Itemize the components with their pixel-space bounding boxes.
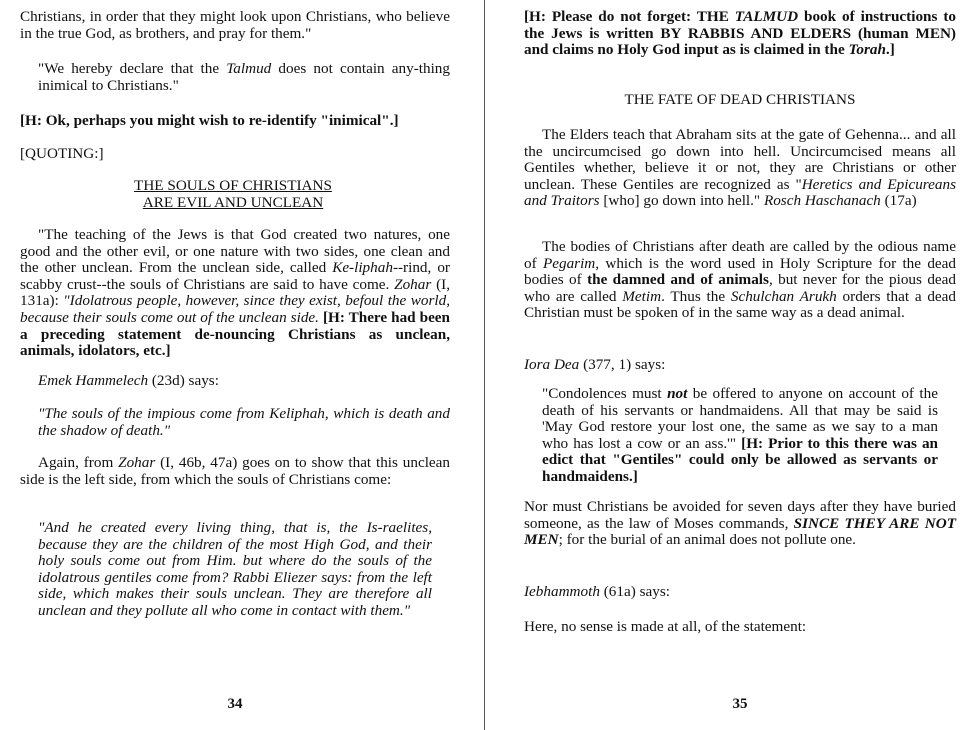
paragraph: Emek Hammelech (23d) says:: [38, 372, 219, 389]
page-34: [20, 0, 450, 730]
paragraph: The Elders teach that Abraham sits at the gate of Gehenna... and all the uncircumcised go down into hell. Uncircumcised means all Gentiles whether, believe it or not, they are Christians or other unclean. These Gentiles are recognized as "Heretics and Epicureans and Traitors [who] go down into hell." Rosch Haschanach (17a): [524, 126, 956, 210]
paragraph: "The souls of the impious come from Keliphah, which is death and the shadow of death.": [38, 405, 450, 439]
section-heading: THE FATE OF DEAD CHRISTIANS: [624, 91, 856, 108]
paragraph: Again, from Zohar (I, 46b, 47a) goes on to show that this unclean side is the left side, from which the souls of Christians come:: [20, 454, 450, 488]
paragraph: "We hereby declare that the Talmud does not contain any-thing inimical to Christians.": [38, 60, 450, 94]
block-quote: "Condolences must not be offered to anyone on account of the death of his servants or handmaidens. All that may be said is 'May God restore your lost one, the same as we say to a man who has lost a cow or an ass.'" [H: Prior to this there was an edict that "Gentiles" could only be allowed as servants or handmaidens.]: [542, 385, 938, 485]
paragraph: Iora Dea (377, 1) says:: [524, 356, 666, 373]
paragraph: The bodies of Christians after death are called by the odious name of Pegarim, which is the word used in Holy Scripture for the dead bodies of the damned and of animals, but never for the pious dead who are called Metim. Thus the Schulchan Arukh orders that a dead Christian must be spoken of in the same way as a dead animal.: [524, 238, 957, 322]
paragraph: "The teaching of the Jews is that God created two natures, one good and the other evil, or one nature with two sides, one clean and the other unclean. From the unclean side, called Ke-liphah--rind, or scabby crust--the souls of Christians are said to have come. Zohar (I, 131a): "Idolatrous people, however, since they exist, befoul the world, because their souls come out of the unclean side. [H: There had been a preceding statement de-nouncing Christians as unclean, animals, idolators, etc.]: [20, 226, 450, 360]
paragraph: [H: Ok, perhaps you might wish to re-identify "inimical".]: [20, 112, 399, 129]
section-heading: THE SOULS OF CHRISTIANS ARE EVIL AND UNCLEAN: [134, 177, 332, 211]
page-number: 35: [732, 696, 748, 712]
page-number: 34: [227, 696, 243, 712]
paragraph: Here, no sense is made at all, of the statement:: [524, 618, 807, 635]
gutter-divider: [484, 0, 485, 730]
paragraph: Christians, in order that they might look upon Christians, who believe in the true God, as brothers, and pray for them.": [20, 8, 450, 42]
paragraph: Iebhammoth (61a) says:: [524, 583, 670, 600]
paragraph: [QUOTING:]: [20, 145, 104, 162]
page-35: [524, 0, 956, 730]
paragraph: [H: Please do not forget: THE TALMUD book of instructions to the Jews is written BY RABBIS AND ELDERS (human MEN) and claims no Holy God input as is claimed in the Torah.]: [524, 8, 956, 59]
paragraph: Nor must Christians be avoided for seven days after they have buried someone, as the law of Moses commands, SINCE THEY ARE NOT MEN; for the burial of an animal does not pollute one.: [524, 498, 956, 549]
block-quote: "And he created every living thing, that is, the Is-raelites, because they are the children of the most High God, and their holy souls come out from Him. but where do the souls of the idolatrous gentiles come from? Rabbi Eliezer says: from the left side, which makes their souls unclean. They are therefore all unclean and they pollute all who come in contact with them.": [38, 519, 432, 619]
